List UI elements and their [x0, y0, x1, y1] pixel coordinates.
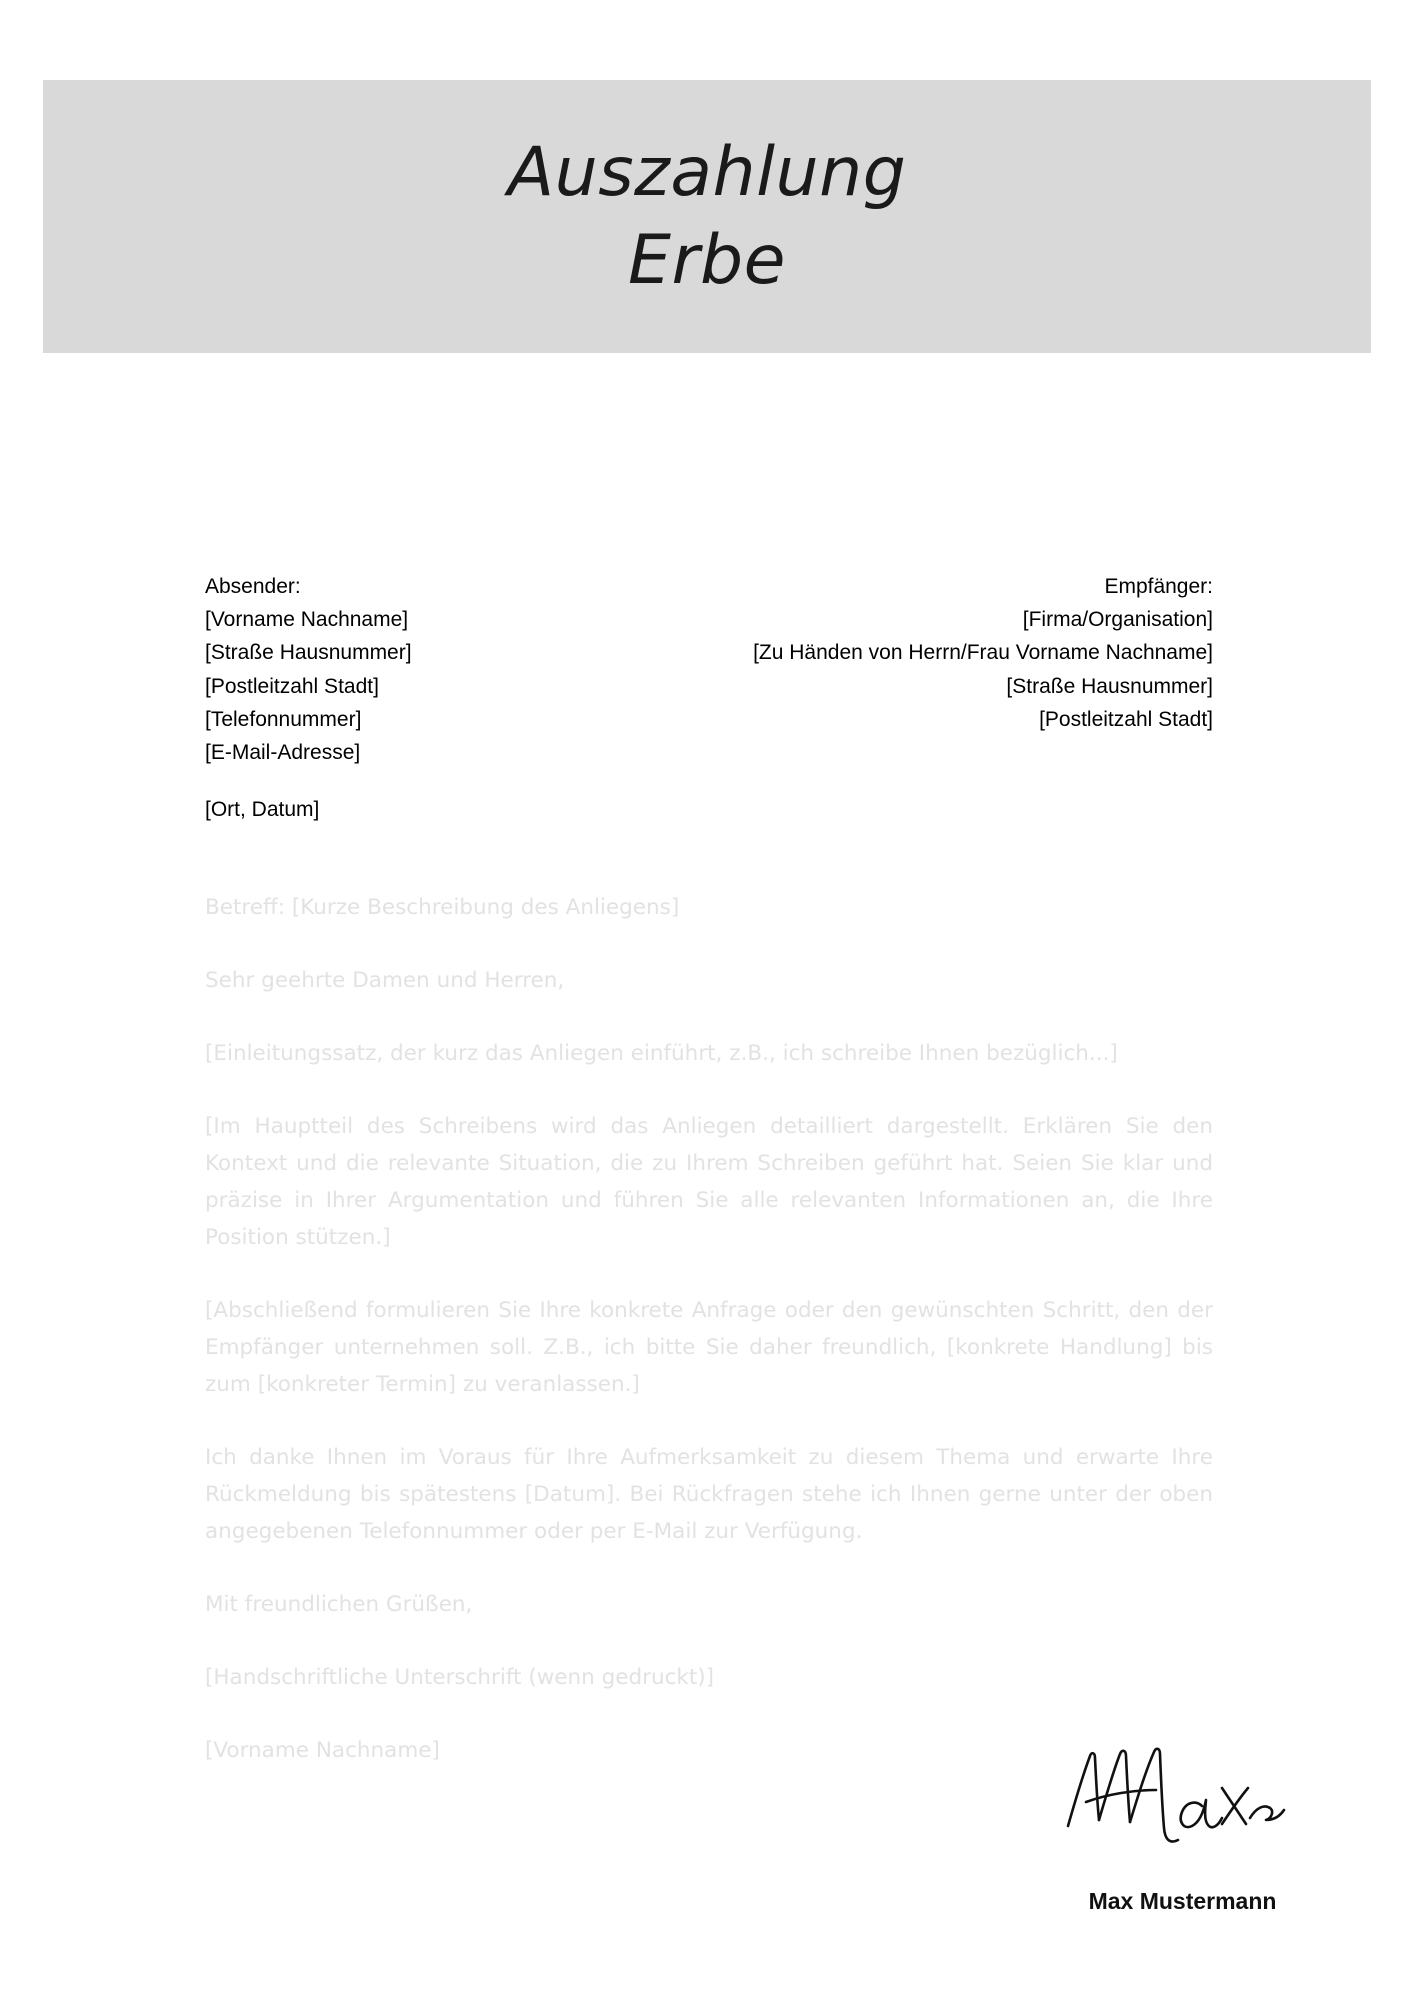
sender-line-1: [Vorname Nachname]: [205, 608, 409, 632]
body-subject: Betreff: [Kurze Beschreibung des Anliegens]: [205, 895, 680, 920]
recipient-address-block: [753, 570, 1213, 736]
body-intro: [Einleitungssatz, der kurz das Anliegen einführt, z.B., ich schreibe Ihnen bezüglich...]: [205, 1040, 1118, 1066]
sender-line-4: [Telefonnummer]: [205, 707, 362, 731]
sender-line-3: [Postleitzahl Stadt]: [205, 674, 379, 698]
body-salutation: Sehr geehrte Damen und Herren,: [205, 967, 565, 993]
date-line: [Ort, Datum]: [205, 798, 320, 821]
page-title-line-1: Auszahlung: [507, 133, 907, 213]
recipient-line-3: [Straße Hausnummer]: [1006, 674, 1213, 698]
body-request: [Abschließend formulieren Sie Ihre konkrete Anfrage oder den gewünschten Schritt, den der Empfänger unternehmen soll. Z.B., ich bitte Sie daher freundlich, [konkrete Handlung] bis zum [konkreter Termin] zu veranlassen.]: [205, 1297, 1213, 1397]
address-section: [205, 570, 1213, 769]
sender-line-5: [E-Mail-Adresse]: [205, 740, 361, 764]
body-signature-placeholder: [Handschriftliche Unterschrift (wenn gedruckt)]: [205, 1664, 715, 1690]
recipient-line-2: [Zu Händen von Herrn/Frau Vorname Nachname]: [753, 641, 1213, 665]
body-main: [Im Hauptteil des Schreibens wird das Anliegen detailliert dargestellt. Erklären Sie den Kontext und die relevante Situation, die zu Ihrem Schreiben geführt hat. Seien Sie klar und präzise in Ihrer Argumentation und führen Sie alle relevanten Informationen an, die Ihre Position stützen.]: [205, 1113, 1213, 1250]
letter-body: [205, 890, 1213, 1770]
handwritten-signature-icon: [1050, 1740, 1290, 1860]
recipient-line-4: [Postleitzahl Stadt]: [1039, 707, 1213, 731]
sender-label: Absender:: [205, 575, 301, 598]
body-greeting: Mit freundlichen Grüßen,: [205, 1591, 473, 1617]
signature-area: [1040, 1740, 1320, 1930]
body-closing-paragraph: Ich danke Ihnen im Voraus für Ihre Aufmerksamkeit zu diesem Thema und erwarte Ihre Rückmeldung bis spätestens [Datum]. Bei Rückfragen stehe ich Ihnen gerne unter der oben angegebenen Telefonnummer oder per E-Mail zur Verfügung.: [205, 1444, 1213, 1544]
page-title-line-2: Erbe: [628, 220, 786, 300]
sender-address-block: [205, 570, 412, 769]
sender-line-2: [Straße Hausnummer]: [205, 641, 412, 665]
body-name-placeholder: [Vorname Nachname]: [205, 1737, 440, 1763]
recipient-label: Empfänger:: [1104, 575, 1213, 598]
signature-printed-name: Max Mustermann: [1088, 1888, 1277, 1914]
recipient-line-1: [Firma/Organisation]: [1022, 608, 1213, 632]
document-header-band: [43, 80, 1371, 353]
